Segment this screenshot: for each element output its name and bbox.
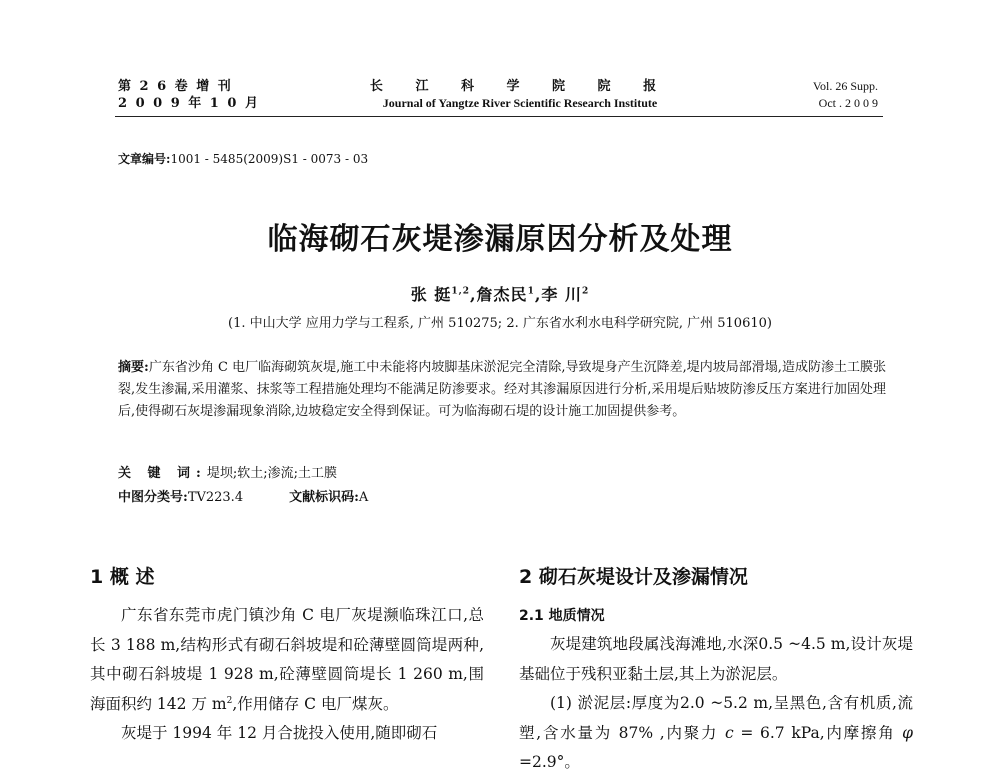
doc-code-value: A <box>358 490 369 505</box>
left-paragraph-1: 广东省东莞市虎门镇沙角 C 电厂灰堤濒临珠江口,总长 3 188 m,结构形式有砌石斜坡堤和砼薄壁圆筒堤两种,其中砌石斜坡堤 1 928 m,砼薄壁圆筒堤长 1 260 m,围海面积约 142 万 $m^2$,作用储存 C 电厂煤灰。 <box>90 606 484 713</box>
left-column-body <box>90 601 484 749</box>
doc-code-label: 文献标识码: <box>289 490 359 505</box>
clc-label: 中图分类号: <box>118 490 188 505</box>
journal-volume-issue <box>118 78 260 112</box>
date-en-line: Oct . 2 0 0 9 <box>818 96 878 110</box>
affiliations: (1. 中山大学 应用力学与工程系, 广州 510275; 2. 广东省水利水电科学研究院, 广州 510610) <box>228 316 772 331</box>
article-number-label: 文章编号: <box>118 152 171 166</box>
abstract <box>118 357 886 423</box>
abstract-label: 摘要: <box>118 360 149 375</box>
paper-title: 临海砌石灰堤渗漏原因分析及处理 <box>267 222 733 257</box>
abstract-text: 广东省沙角 C 电厂临海砌筑灰堤,施工中未能将内坡脚基床淤泥完全清除,导致堤身产生沉降差,堤内坡局部滑塌,造成防渗土工膜张裂,发生渗漏,采用灌浆、抹浆等工程措施处理均不能满足防渗要求。经对其渗漏原因进行分析,采用堤后贴坡防渗反压方案进行加固处理后,使得砌石灰堤渗漏现象消除,边坡稳定安全得到保证。可为临海砌石堤的设计施工加固提供参考。 <box>118 360 886 419</box>
section-1-heading: 1 概 述 <box>90 566 155 588</box>
right-paragraph-1: 灰堤建筑地段属浅海滩地,水深0.5 ~4.5 m,设计灰堤基础位于残积亚黏土层,其上为淤泥层。 <box>519 635 913 683</box>
author-1: 张 挺 <box>410 285 452 304</box>
header-rule <box>115 116 883 117</box>
author-3: ,李 川 <box>534 285 582 304</box>
article-number <box>118 150 368 167</box>
journal-name-en: Journal of Yangtze River Scientific Research Institute <box>382 96 658 110</box>
article-number-value: 1001 - 5485(2009)S1 - 0073 - 03 <box>170 152 369 166</box>
keywords-label: 关 键 词: <box>118 466 207 481</box>
journal-name-cn: 长 江 科 学 院 院 报 <box>369 79 671 94</box>
date-line: 2 0 0 9 年 1 0 月 <box>118 96 260 111</box>
author-1-affil: 1,2 <box>451 286 470 297</box>
clc-value: TV223.4 <box>187 490 244 505</box>
right-column-body <box>519 630 913 778</box>
author-3-affil: 2 <box>581 286 590 297</box>
subsection-2-1-heading: 2.1 地质情况 <box>519 608 605 624</box>
keywords-value: 堤坝;软土;渗流;土工膜 <box>206 466 337 481</box>
journal-name <box>300 78 740 112</box>
right-paragraph-2: (1) 淤泥层:厚度为2.0 ~5.2 m,呈黑色,含有机质,流塑,含水量为 87% ,内聚力 c = 6.7 kPa,内摩擦角 φ =2.9°。 <box>519 694 913 771</box>
left-paragraph-2: 灰堤于 1994 年 12 月合拢投入使用,随即砌石 <box>121 724 438 742</box>
classification <box>118 486 368 505</box>
section-2-heading: 2 砌石灰堤设计及渗漏情况 <box>519 566 748 588</box>
author-list <box>0 282 1000 305</box>
keywords <box>118 462 337 481</box>
volume-line: 第 2 6 卷 增 刊 <box>118 79 233 94</box>
journal-volume-en <box>780 78 878 112</box>
author-2-affil: 1 <box>527 286 535 297</box>
volume-en-line: Vol. 26 Supp. <box>812 79 878 93</box>
author-2: ,詹杰民 <box>469 285 528 304</box>
